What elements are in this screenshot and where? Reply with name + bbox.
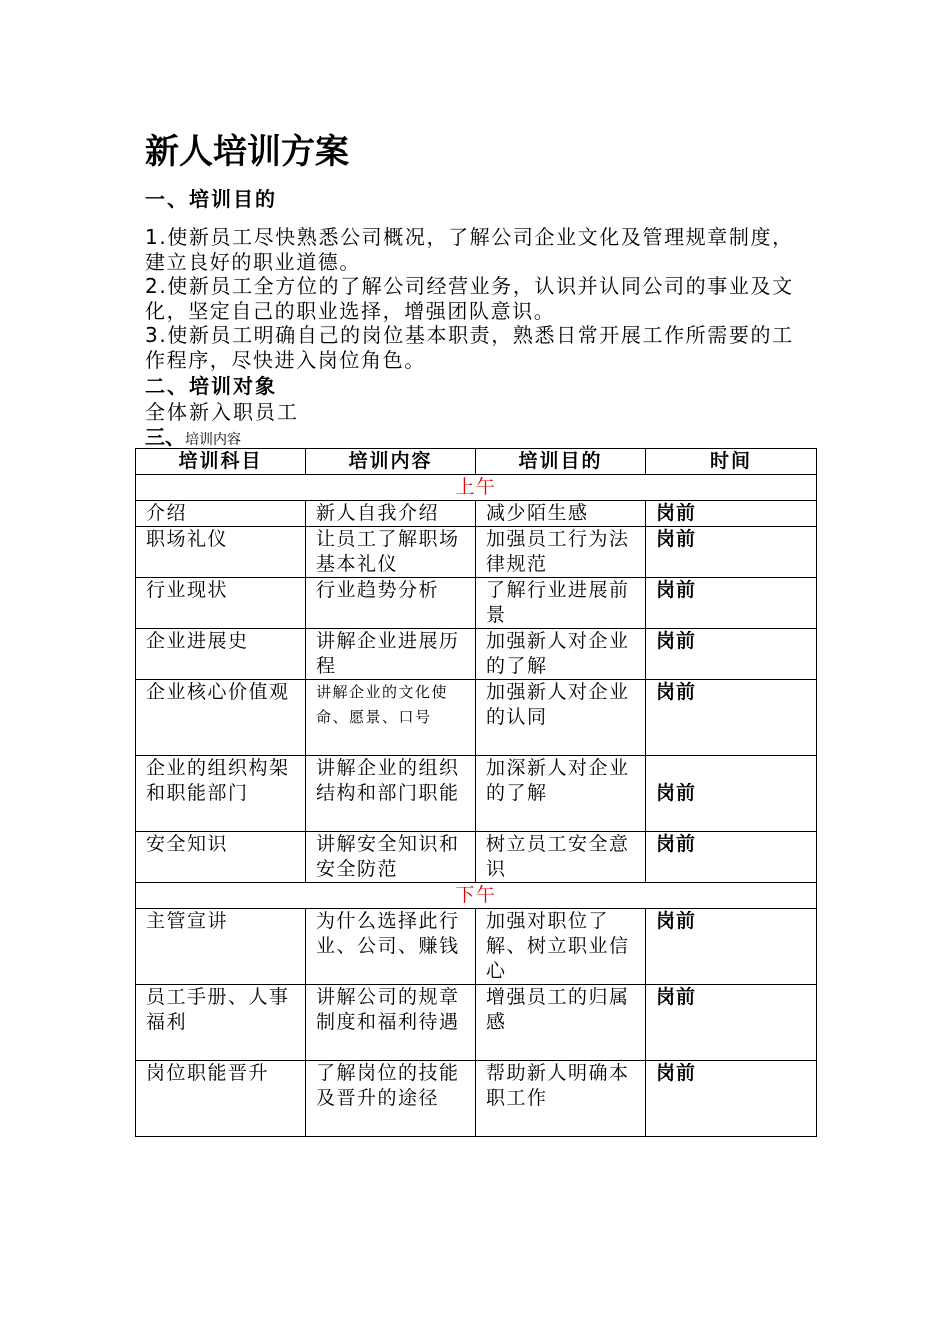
section-label: 培训内容 [185,432,241,448]
cell-subject: 岗位职能晋升 [136,1061,306,1137]
session-label-morning: 上午 [136,475,817,501]
header-purpose: 培训目的 [476,449,646,475]
table-row [136,501,817,527]
session-row-afternoon [136,883,817,909]
cell-purpose: 加强新人对企业的了解 [476,629,646,680]
session-label-afternoon: 下午 [136,883,817,909]
cell-subject: 行业现状 [136,578,306,629]
cell-subject: 员工手册、人事福利 [136,985,306,1061]
cell-time: 岗前 [646,629,817,680]
table-row [136,578,817,629]
cell-time: 岗前 [646,985,817,1061]
cell-purpose: 增强员工的归属感 [476,985,646,1061]
section-heading-purpose: 一、培训目的 [145,187,277,211]
audience-text: 全体新入职员工 [145,400,299,424]
table-row [136,527,817,578]
header-subject: 培训科目 [136,449,306,475]
table-row [136,909,817,985]
header-content: 培训内容 [306,449,476,475]
cell-time: 岗前 [646,501,817,527]
cell-purpose: 减少陌生感 [476,501,646,527]
cell-time: 岗前 [646,756,817,832]
cell-purpose: 加强新人对企业的认同 [476,680,646,756]
cell-time: 岗前 [646,527,817,578]
cell-purpose: 树立员工安全意识 [476,832,646,883]
cell-time: 岗前 [646,578,817,629]
cell-purpose: 加深新人对企业的了解 [476,756,646,832]
table-row [136,985,817,1061]
cell-time: 岗前 [646,1061,817,1137]
purpose-item-1: 1.使新员工尽快熟悉公司概况，了解公司企业文化及管理规章制度，建立良好的职业道德。 [145,225,794,274]
purpose-item-3: 3.使新员工明确自己的岗位基本职责，熟悉日常开展工作所需要的工作程序，尽快进入岗位角色。 [145,323,794,372]
cell-time: 岗前 [646,909,817,985]
cell-content: 讲解公司的规章制度和福利待遇 [306,985,476,1061]
cell-purpose: 帮助新人明确本职工作 [476,1061,646,1137]
header-time: 时间 [646,449,817,475]
table-row [136,832,817,883]
cell-purpose: 加强对职位了解、树立职业信心 [476,909,646,985]
table-row [136,680,817,756]
cell-time: 岗前 [646,680,817,756]
cell-purpose: 加强员工行为法律规范 [476,527,646,578]
cell-content: 新人自我介绍 [306,501,476,527]
cell-subject: 主管宣讲 [136,909,306,985]
cell-subject: 介绍 [136,501,306,527]
table-row [136,1061,817,1137]
section-heading-audience: 二、培训对象 [145,374,277,398]
training-schedule-table [135,448,817,1137]
cell-content: 让员工了解职场基本礼仪 [306,527,476,578]
document-title: 新人培训方案 [145,132,349,172]
cell-content: 了解岗位的技能及晋升的途径 [306,1061,476,1137]
section-number: 三、 [145,425,185,449]
table-row [136,756,817,832]
table-header-row [136,449,817,475]
cell-time: 岗前 [646,832,817,883]
cell-content: 讲解安全知识和安全防范 [306,832,476,883]
cell-purpose: 了解行业进展前景 [476,578,646,629]
cell-content: 讲解企业的文化使命、愿景、口号 [306,680,476,756]
purpose-item-2: 2.使新员工全方位的了解公司经营业务，认识并认同公司的事业及文化，坚定自己的职业选择，增强团队意识。 [145,274,794,323]
cell-subject: 安全知识 [136,832,306,883]
cell-subject: 企业的组织构架和职能部门 [136,756,306,832]
cell-content: 讲解企业的组织结构和部门职能 [306,756,476,832]
cell-subject: 企业进展史 [136,629,306,680]
cell-subject: 职场礼仪 [136,527,306,578]
table-row [136,629,817,680]
session-row-morning [136,475,817,501]
cell-content: 行业趋势分析 [306,578,476,629]
cell-subject: 企业核心价值观 [136,680,306,756]
cell-content: 讲解企业进展历程 [306,629,476,680]
cell-content: 为什么选择此行业、公司、赚钱 [306,909,476,985]
